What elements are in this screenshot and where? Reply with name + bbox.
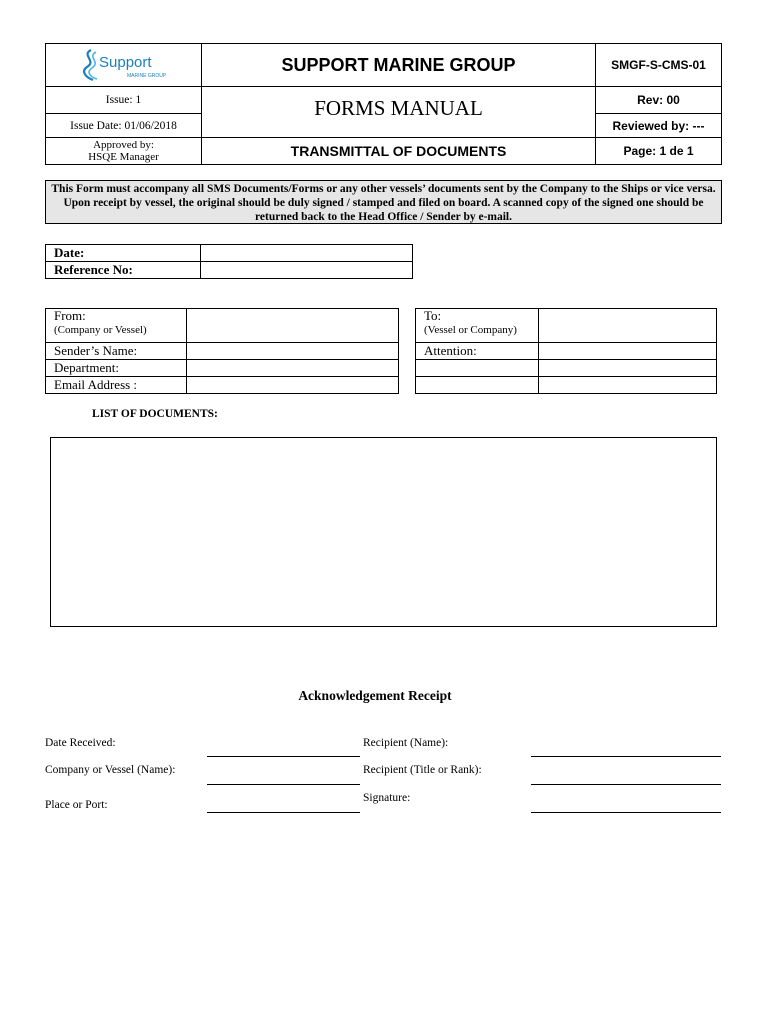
from-field[interactable]	[187, 309, 399, 343]
recipient-title-label: Recipient (Title or Rank):	[363, 764, 482, 776]
sender-name-field[interactable]	[187, 343, 399, 360]
recipient-name-label: Recipient (Name):	[363, 737, 449, 749]
to-field[interactable]	[539, 309, 717, 343]
reference-label: Reference No:	[46, 262, 201, 279]
revision: Rev: 00	[637, 93, 680, 107]
svg-text:Support: Support	[98, 54, 152, 71]
instruction-notice: This Form must accompany all SMS Documents/Forms or any other vessels’ documents sent by the Company to the Ships or vice versa. Upon receipt by vessel, the original should be duly signed / stamped and filed on board. A scanned copy of the signed one should be returned back to the Head Office / Sender by e-mail.	[45, 180, 722, 224]
issue-date: Issue Date: 01/06/2018	[70, 119, 177, 132]
attention-label: Attention:	[416, 343, 539, 360]
to-sublabel: (Vessel or Company)	[424, 324, 517, 336]
documents-title: LIST OF DOCUMENTS:	[92, 408, 218, 420]
recipient-name-line[interactable]	[531, 756, 721, 757]
acknowledgement-title: Acknowledgement Receipt	[298, 688, 452, 703]
from-label-cell	[46, 309, 187, 343]
logo-wave-icon	[79, 47, 169, 83]
department-label: Department:	[46, 360, 187, 377]
date-label: Date:	[46, 245, 201, 262]
reviewed-by: Reviewed by: ---	[612, 118, 705, 133]
email-field[interactable]	[187, 377, 399, 394]
to-extra-field-2[interactable]	[539, 377, 717, 394]
place-port-line[interactable]	[207, 812, 360, 813]
recipient-title-line[interactable]	[531, 784, 721, 785]
from-label: From:	[54, 308, 86, 323]
to-label: To:	[424, 308, 442, 323]
place-port-label: Place or Port:	[45, 799, 108, 811]
to-table	[415, 308, 717, 394]
reference-field[interactable]	[201, 262, 413, 279]
manual-title: FORMS MANUAL	[314, 95, 483, 120]
document-header	[45, 43, 722, 165]
to-label-cell	[416, 309, 539, 343]
sender-name-label: Sender’s Name:	[46, 343, 187, 360]
department-field[interactable]	[187, 360, 399, 377]
signature-line[interactable]	[531, 812, 721, 813]
form-title: TRANSMITTAL OF DOCUMENTS	[290, 143, 507, 159]
svg-text:MARINE GROUP: MARINE GROUP	[126, 73, 166, 79]
from-table	[45, 308, 399, 394]
to-extra-label-1	[416, 360, 539, 377]
attention-field[interactable]	[539, 343, 717, 360]
date-field[interactable]	[201, 245, 413, 262]
to-extra-field-1[interactable]	[539, 360, 717, 377]
email-label: Email Address :	[46, 377, 187, 394]
company-name: SUPPORT MARINE GROUP	[281, 54, 516, 75]
documents-list-box[interactable]	[50, 437, 717, 627]
page-number: Page: 1 de 1	[623, 144, 694, 158]
document-code: SMGF-S-CMS-01	[611, 58, 706, 72]
date-received-line[interactable]	[207, 756, 360, 757]
to-extra-label-2	[416, 377, 539, 394]
from-sublabel: (Company or Vessel)	[54, 324, 147, 336]
date-reference-table	[45, 244, 413, 279]
company-vessel-line[interactable]	[207, 784, 360, 785]
company-logo	[46, 44, 201, 86]
date-received-label: Date Received:	[45, 737, 116, 749]
issue-number: Issue: 1	[105, 94, 142, 106]
company-vessel-label: Company or Vessel (Name):	[45, 764, 176, 776]
approved-by: Approved by: HSQE Manager	[88, 139, 159, 163]
signature-label: Signature:	[363, 792, 411, 804]
